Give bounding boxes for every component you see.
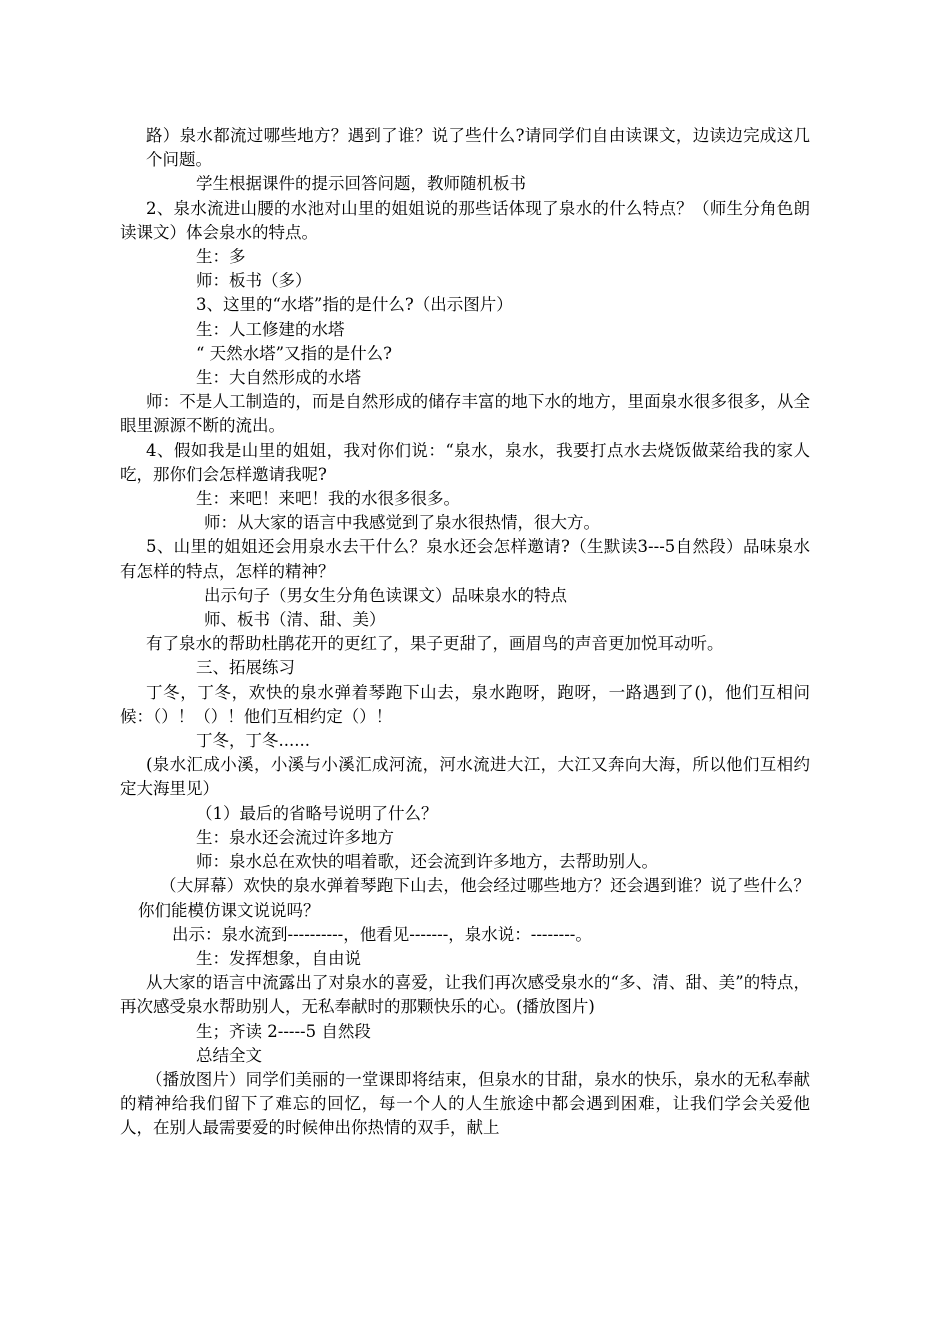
- paragraph: 5、山里的姐姐还会用泉水去干什么？泉水还会怎样邀请?（生默读3---5自然段）品味泉水有怎样的特点，怎样的精神？: [120, 537, 810, 581]
- paragraph: “ 天然水塔”又指的是什么?: [196, 343, 392, 363]
- paragraph: 生：大自然形成的水塔: [196, 368, 361, 388]
- document-body: [120, 124, 810, 1141]
- paragraph: 出示句子（男女生分角色读课文）品味泉水的特点: [204, 585, 567, 605]
- paragraph: 2、泉水流进山腰的水池对山里的姐姐说的那些话体现了泉水的什么特点？（师生分角色朗读课文）体会泉水的特点。: [120, 198, 810, 242]
- paragraph: 3、这里的“水塔”指的是什么?（出示图片）: [196, 295, 513, 315]
- paragraph: 4、假如我是山里的姐姐，我对你们说：“泉水，泉水，我要打点水去烧饭做菜给我的家人吃，那你们会怎样邀请我呢?: [120, 440, 810, 484]
- paragraph: 师、板书（清、甜、美）: [204, 610, 386, 630]
- paragraph: 有了泉水的帮助杜鹃花开的更红了，果子更甜了，画眉鸟的声音更加悦耳动听。: [146, 634, 724, 654]
- paragraph: 丁冬，丁冬，欢快的泉水弹着琴跑下山去，泉水跑呀，跑呀，一路遇到了()，他们互相问候：（）！（）！他们互相约定（）！: [120, 682, 810, 726]
- paragraph: 总结全文: [196, 1045, 262, 1065]
- paragraph: 出示：泉水流到----------，他看见-------，泉水说：--------。: [172, 924, 592, 944]
- paragraph: 师：不是人工制造的，而是自然形成的储存丰富的地下水的地方，里面泉水很多很多，从全眼里源源不断的流出。: [120, 392, 810, 436]
- paragraph: 师：板书（多）: [196, 271, 312, 291]
- paragraph: （大屏幕）欢快的泉水弹着琴跑下山去，他会经过哪些地方？还会遇到谁？说了些什么？你们能模仿课文说说吗？: [138, 876, 810, 920]
- paragraph: 三、拓展练习: [196, 658, 295, 678]
- paragraph: 学生根据课件的提示回答问题，教师随机板书: [196, 174, 526, 194]
- paragraph: 生：人工修建的水塔: [196, 319, 345, 339]
- paragraph: 生：发挥想象，自由说: [196, 948, 361, 968]
- paragraph: 生：多: [196, 247, 246, 267]
- paragraph: 师：从大家的语言中我感觉到了泉水很热情，很大方。: [204, 513, 600, 533]
- paragraph: （播放图片）同学们美丽的一堂课即将结束，但泉水的甘甜，泉水的快乐，泉水的无私奉献的精神给我们留下了难忘的回忆，每一个人的人生旅途中都会遇到困难，让我们学会关爱他人，在别人最需要爱的时候伸出你热情的双手，献上: [120, 1069, 810, 1138]
- paragraph: 丁冬，丁冬......: [196, 731, 310, 751]
- paragraph: （1）最后的省略号说明了什么？: [196, 803, 438, 823]
- paragraph: 师：泉水总在欢快的唱着歌，还会流到许多地方，去帮助别人。: [196, 852, 658, 872]
- paragraph: 生；齐读 2-----5 自然段: [196, 1021, 371, 1041]
- paragraph: 从大家的语言中流露出了对泉水的喜爱，让我们再次感受泉水的“多、清、甜、美”的特点，再次感受泉水帮助别人，无私奉献时的那颗快乐的心。(播放图片): [120, 973, 810, 1017]
- paragraph: 生：泉水还会流过许多地方: [196, 827, 394, 847]
- paragraph: 生：来吧！来吧！我的水很多很多。: [196, 489, 460, 509]
- paragraph: 路）泉水都流过哪些地方？遇到了谁？说了些什么?请同学们自由读课文，边读边完成这几个问题。: [146, 126, 810, 170]
- paragraph: (泉水汇成小溪，小溪与小溪汇成河流，河水流进大江，大江又奔向大海，所以他们互相约定大海里见）: [120, 755, 810, 799]
